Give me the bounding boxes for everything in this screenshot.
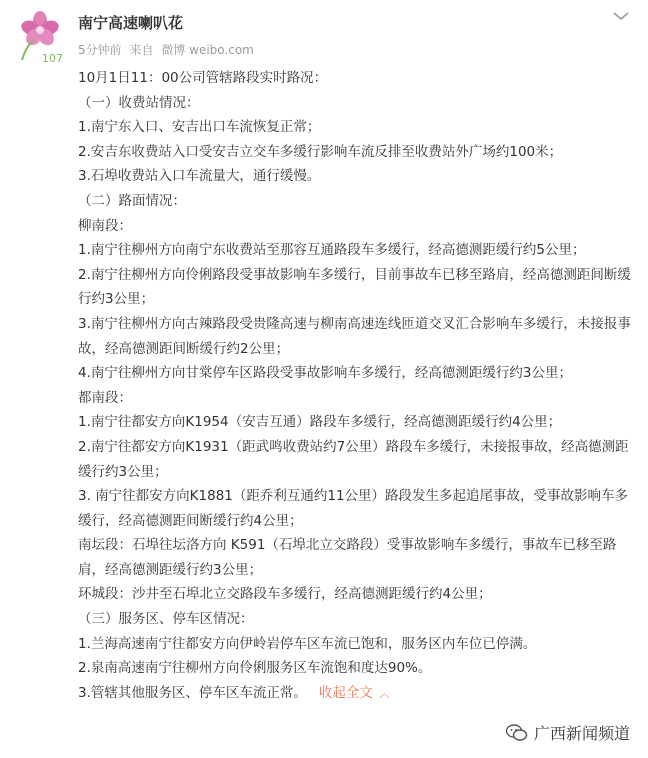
post-line: 1.兰海高速南宁往都安方向伊岭岩停车区车流已饱和，服务区内车位已停满。	[78, 635, 537, 652]
account-name[interactable]: 南宁高速喇叭花	[78, 14, 184, 32]
flower-logo-icon	[12, 8, 68, 64]
svg-text:107: 107	[42, 52, 63, 64]
post-source[interactable]: 微博 weibo.com	[161, 43, 254, 57]
post-body	[78, 66, 634, 706]
channel-watermark	[506, 721, 630, 744]
post-line: （二）路面情况：	[78, 192, 186, 209]
chevron-down-icon[interactable]	[612, 10, 630, 22]
post-line: 2.安吉东收费站入口受安吉立交车多缓行影响车流反排至收费站外广场约100米；	[78, 143, 563, 160]
post-line-text: 3.管辖其他服务区、停车区车流正常。	[78, 684, 307, 701]
post-line: 4.南宁往柳州方向甘棠停车区路段受事故影响车多缓行，经高德测距缓行约3公里；	[78, 365, 572, 382]
post-time: 5分钟前	[78, 43, 122, 57]
watermark-text: 广西新闻频道	[533, 724, 630, 743]
collapse-button[interactable]	[319, 685, 390, 701]
post-line: 南坛段：石埠往坛洛方向 K591（石埠北立交路段）受事故影响车多缓行，事故车已移至路肩，经高德测距缓行约3公里；	[78, 537, 617, 578]
post-line: （三）服务区、停车区情况：	[78, 611, 254, 628]
post-line: 1.南宁往柳州方向南宁东收费站至那容互通路段车多缓行，经高德测距缓行约5公里；	[78, 242, 586, 259]
collapse-label[interactable]: 收起全文	[318, 684, 373, 701]
post-line: 1.南宁往都安方向K1954（安吉互通）路段车多缓行，经高德测距缓行约4公里；	[78, 414, 562, 431]
post-line: 2.泉南高速南宁往柳州方向伶俐服务区车流饱和度达90%。	[78, 660, 432, 677]
post-line: 1.南宁东入口、安吉出口车流恢复正常；	[78, 119, 321, 136]
post-line: 2.南宁往柳州方向伶俐路段受事故影响车多缓行，目前事故车已移至路肩，经高德测距间断缓行约3公里；	[78, 266, 631, 308]
post-line: 3. 南宁往都安方向K1881（距乔利互通约11公里）路段发生多起追尾事故，受事故影响车多缓行，经高德测距间断缓行约4公里；	[78, 488, 629, 529]
post-meta	[78, 41, 258, 58]
post-line: （一）收费站情况：	[78, 94, 200, 111]
post-line: 都南段：	[78, 389, 132, 406]
post-line: 10月1日11：00公司管辖路段实时路况：	[78, 70, 328, 86]
post-line: 柳南段：	[78, 217, 132, 234]
avatar[interactable]	[12, 8, 68, 64]
source-prefix: 来自	[129, 43, 154, 57]
post-line: 3.南宁往柳州方向古辣路段受贵隆高速与柳南高速连线匝道交叉汇合影响车多缓行，未接报事故，经高德测距间断缓行约2公里；	[78, 315, 631, 357]
post-line: 2.南宁往都安方向K1931（距武鸣收费站约7公里）路段车多缓行，未接报事故，经高德测距缓行约3公里；	[78, 438, 629, 480]
wechat-icon	[506, 724, 528, 742]
post-line: 环城段：沙井至石埠北立交路段车多缓行，经高德测距缓行约4公里；	[78, 586, 492, 603]
post-line-last	[78, 681, 634, 707]
post-line: 3.石埠收费站入口车流量大，通行缓慢。	[78, 168, 321, 185]
chevron-up-icon[interactable]: ︿	[378, 686, 390, 700]
